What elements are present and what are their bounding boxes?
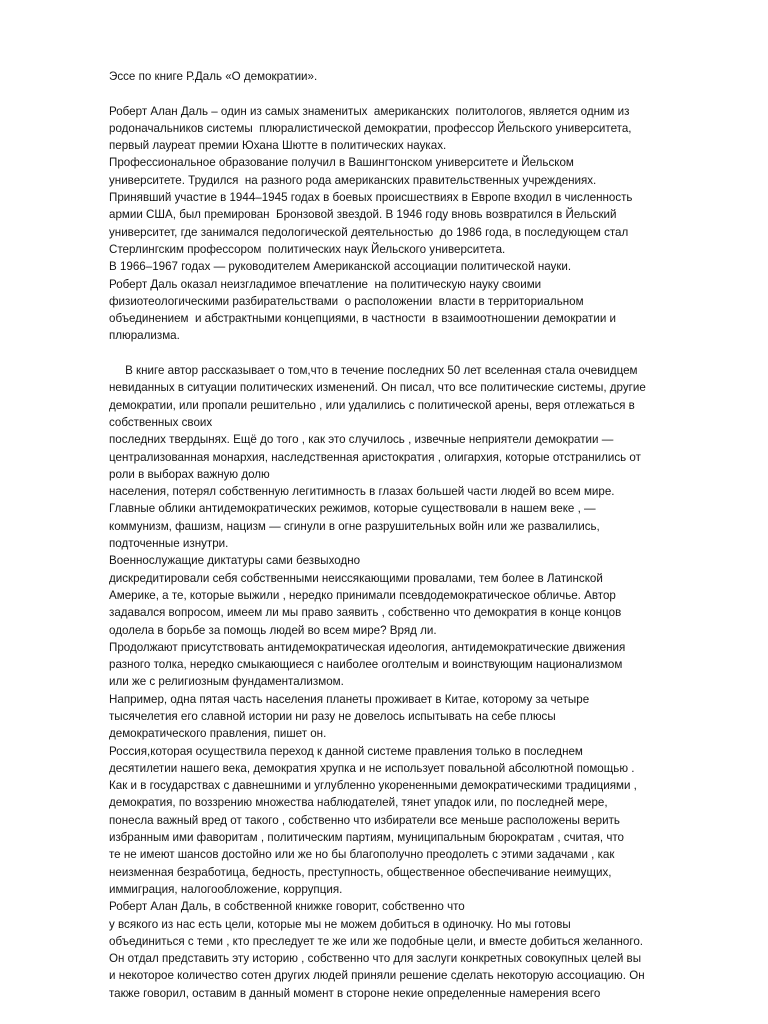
text-line: задавался вопросом, имеем ли мы право заявить , собственно что демократия в конце концов <box>109 606 622 620</box>
text-line: десятилетии нашего века, демократия хрупка и не использует повальной абсолютной помощью . <box>109 761 635 775</box>
text-line: физиотеологическими разбирательствами о расположении власти в территориальном <box>109 294 584 308</box>
text-line: избранным ими фаворитам , политическим партиям, муниципальным бюрократам , считая, что <box>109 831 624 845</box>
text-line: В 1966–1967 годах — руководителем Американской ассоциации политической науки. <box>109 260 572 274</box>
text-line: объединиться с теми , кто преследует те же или же подобные цели, и вместе добиться желанного. <box>109 934 643 948</box>
text-line: родоначальников системы плюралистической демократии, профессор Йельского университета, <box>109 121 632 135</box>
text-line: Роберт Даль оказал неизгладимое впечатление на политическую науку своими <box>109 277 542 291</box>
text-line: Продолжают присутствовать антидемократическая идеология, антидемократические движения <box>109 640 626 654</box>
text-line: населения, потерял собственную легитимность в глазах большей части людей во всем мире. <box>109 485 615 499</box>
text-line: Россия,которая осуществила переход к данной системе правления только в последнем <box>109 744 583 758</box>
essay-text <box>109 68 715 1002</box>
text-line: Стерлингским профессором политических наук Йельского университета. <box>109 242 506 256</box>
blank-line <box>109 85 715 102</box>
text-line: подточенные изнутри. <box>109 537 229 551</box>
text-line: тысячелетия его славной истории ни разу не довелось испытывать на себе плюсы <box>109 709 556 723</box>
blank-line <box>109 345 715 362</box>
text-line: армии США, был премирован Бронзовой звездой. В 1946 году вновь возвратился в Йельский <box>109 208 617 222</box>
text-line: собственных своих <box>109 415 213 429</box>
text-line: Роберт Алан Даль – один из самых знаменитых американских политологов, является одним из <box>109 104 630 118</box>
text-line: у всякого из нас есть цели, которые мы не можем добиться в одиночку. Но мы готовы <box>109 917 571 931</box>
text-line: дискредитировали себя собственными неиссякающими провалами, тем более в Латинской <box>109 571 603 585</box>
text-line: Как и в государствах с давнешними и углубленно укорененными демократическими традициями , <box>109 779 637 793</box>
text-line: демократии, или пропали решительно , или удалились с политической арены, веря отлежаться в <box>109 398 635 412</box>
text-line: В книге автор рассказывает о том,что в течение последних 50 лет вселенная стала очевидцем <box>109 364 638 378</box>
text-line: роли в выборах важную долю <box>109 467 270 481</box>
text-line: Профессиональное образование получил в Вашингтонском университете и Йельском <box>109 156 574 170</box>
text-line: невиданных в ситуации политических изменений. Он писал, что все политические системы, другие <box>109 381 646 395</box>
text-line: демократия, по воззрению множества наблюдателей, тянет упадок или, по последней мере, <box>109 796 608 810</box>
text-line: коммунизм, фашизм, нацизм — сгинули в огне разрушительных войн или же развалились, <box>109 519 600 533</box>
text-line: последних твердынях. Ещё до того , как это случилось , извечные неприятели демократии — <box>109 433 614 447</box>
text-line: Например, одна пятая часть населения планеты проживает в Китае, которому за четыре <box>109 692 590 706</box>
text-line: плюрализма. <box>109 329 180 343</box>
text-line: университет, где занимался педологической деятельностью до 1986 года, в последующем стал <box>109 225 629 239</box>
text-line: Он отдал представить эту историю , собственно что для заслуги конкретных совокупных целей вы <box>109 952 642 966</box>
text-line: иммиграция, налогообложение, коррупция. <box>109 882 343 896</box>
text-line: одолела в борьбе за помощь людей во всем мире? Вряд ли. <box>109 623 437 637</box>
text-line: университете. Трудился на разного рода американских правительственных учреждениях. <box>109 173 597 187</box>
essay-body <box>109 103 715 1002</box>
essay-title: Эссе по книге Р.Даль «О демократии». <box>109 70 318 83</box>
text-line: объединением и абстрактными концепциями, в частности в взаимоотношении демократии и <box>109 312 617 326</box>
text-line: Америке, а те, которые выжили , нередко принимали псевдодемократическое обличье. Автор <box>109 588 616 602</box>
text-line: первый лауреат премии Юхана Шютте в политических науках. <box>109 139 447 153</box>
text-line: понесла важный вред от такого , собственно что избиратели все меньше расположены верить <box>109 813 620 827</box>
text-line: те не имеют шансов достойно или же но бы благополучно преодолеть с этими задачами , как <box>109 848 615 862</box>
text-line: или же с религиозным фундаментализмом. <box>109 675 344 689</box>
text-line: неизменная безработица, бедность, преступность, общественное обеспечивание неимущих, <box>109 865 612 879</box>
text-line: Главные облики антидемократических режимов, которые существовали в нашем веке , — <box>109 502 596 516</box>
text-line: демократического правления, пишет он. <box>109 727 327 741</box>
text-line: и некоторое количество сотен других людей приняли решение сделать некоторую ассоциацию. Он <box>109 969 645 983</box>
text-line: также говорил, оставим в данный момент в стороне некие определенные намерения всего <box>109 986 601 1000</box>
text-line: Роберт Алан Даль, в собственной книжке говорит, собственно что <box>109 900 465 914</box>
text-line: разного толка, нередко смыкающиеся с наиболее оголтелым и воинствующим национализмом <box>109 658 623 672</box>
text-line: централизованная монархия, наследственная аристократия , олигархия, которые отстранились от <box>109 450 641 464</box>
text-line: Принявший участие в 1944–1945 годах в боевых происшествиях в Европе входил в численность <box>109 191 633 205</box>
text-line: Военнослужащие диктатуры сами безвыходно <box>109 554 361 568</box>
